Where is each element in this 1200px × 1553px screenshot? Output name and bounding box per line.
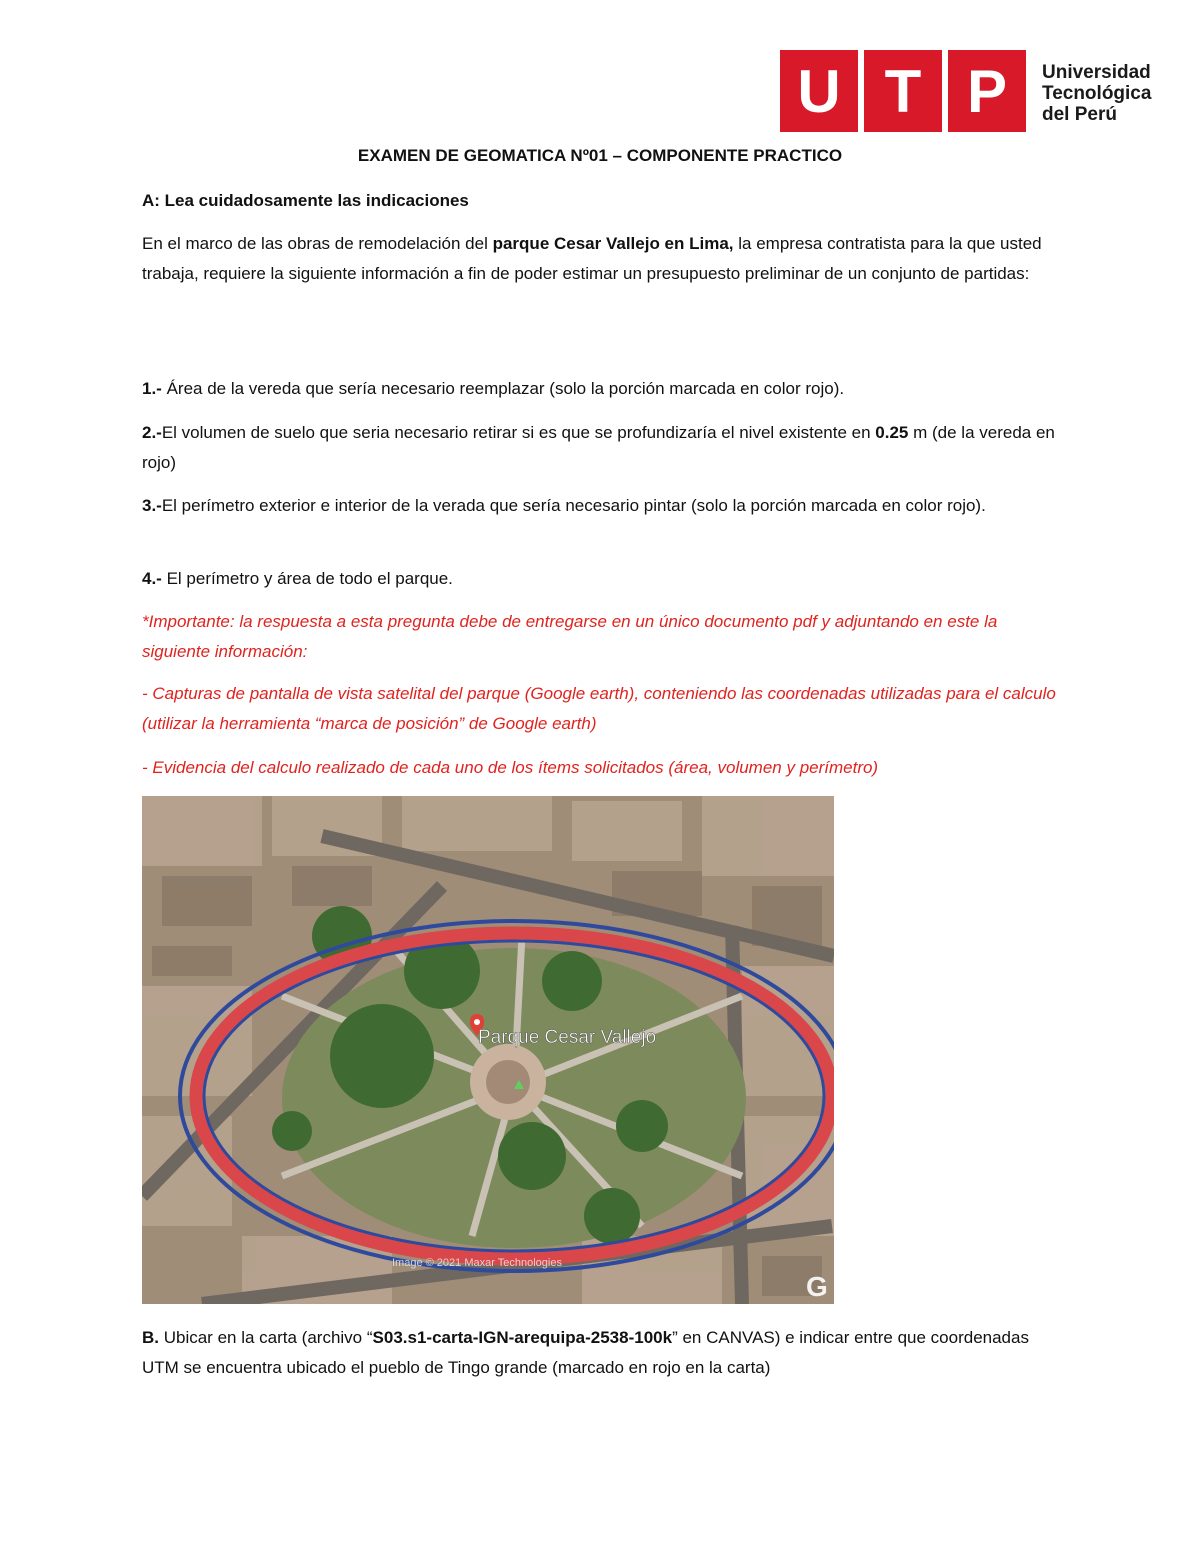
item-text: Área de la vereda que sería necesario reemplazar (solo la porción marcada en color rojo). [161, 379, 845, 398]
item-2 [142, 418, 1062, 478]
google-watermark: G [806, 1271, 828, 1302]
intro-text: En el marco de las obras de remodelación del [142, 234, 493, 253]
section-b-text-continued: ” en CANVAS) e indicar entre que coordenadas UTM se encuentra ubicado el pueblo de Tingo grande (marcado en rojo en la carta) [142, 1328, 1029, 1377]
file-name: S03.s1-carta-IGN-arequipa-2538-100k [372, 1328, 673, 1347]
map-place-label: Parque Cesar Vallejo [478, 1027, 657, 1048]
exam-title: EXAMEN DE GEOMATICA Nº01 – COMPONENTE PRACTICO [357, 146, 843, 165]
important-note: *Importante: la respuesta a esta pregunta debe de entregarse en un único documento pdf y adjuntando en este la siguiente información: [142, 612, 998, 661]
item-text: m (de la vereda en rojo) [142, 423, 1055, 472]
section-b-text: Ubicar en la carta (archivo “ [159, 1328, 373, 1347]
item-number: 4.- [142, 569, 162, 588]
item-4 [142, 564, 1062, 594]
section-a-intro [142, 229, 1062, 289]
utp-logo [780, 50, 1160, 135]
university-name [1042, 62, 1151, 125]
plaza-fountain [486, 1060, 530, 1104]
utp-logo-mark [780, 50, 1026, 132]
section-b-label: B. [142, 1328, 159, 1347]
section-b [142, 1323, 1062, 1383]
item-text: El perímetro exterior e interior de la verada que sería necesario pintar (solo la porción marcada en color rojo). [161, 496, 986, 515]
item-1 [142, 374, 1062, 404]
satellite-image [142, 796, 834, 1304]
logo-letter-t: T [864, 50, 942, 132]
section-a-heading: A: Lea cuidadosamente las indicaciones [142, 191, 469, 210]
depth-value: 0.25 [875, 423, 909, 442]
item-3 [142, 491, 1062, 521]
intro-text-continued: la empresa contratista para la que usted trabaja, requiere la siguiente información a fin de poder estimar un presupuesto preliminar de un conjunto de partidas: [142, 234, 1042, 283]
item-number: 3.- [142, 496, 162, 515]
item-text: El volumen de suelo que seria necesario retirar si es que se profundizaría el nivel existente en [161, 423, 876, 442]
item-text: El perímetro y área de todo el parque. [161, 569, 453, 588]
item-number: 1.- [142, 379, 162, 398]
university-name-line: Universidad [1042, 62, 1151, 83]
park-name: parque Cesar Vallejo en Lima, [492, 234, 734, 253]
logo-letter-u: U [780, 50, 858, 132]
map-copyright: Image © 2021 Maxar Technologies [392, 1257, 562, 1269]
logo-letter-p: P [948, 50, 1026, 132]
item-number: 2.- [142, 423, 162, 442]
park-satellite-view [142, 796, 834, 1304]
note-bullet-evidence: - Evidencia del calculo realizado de cada uno de los ítems solicitados (área, volumen y perímetro) [142, 758, 879, 777]
university-name-line: Tecnológica [1042, 83, 1152, 104]
university-name-line: del Perú [1042, 104, 1117, 125]
note-bullet-screenshots: - Capturas de pantalla de vista satelital del parque (Google earth), conteniendo las coordenadas utilizadas para el calculo (utilizar la herramienta “marca de posición” de Google earth) [142, 684, 1056, 733]
